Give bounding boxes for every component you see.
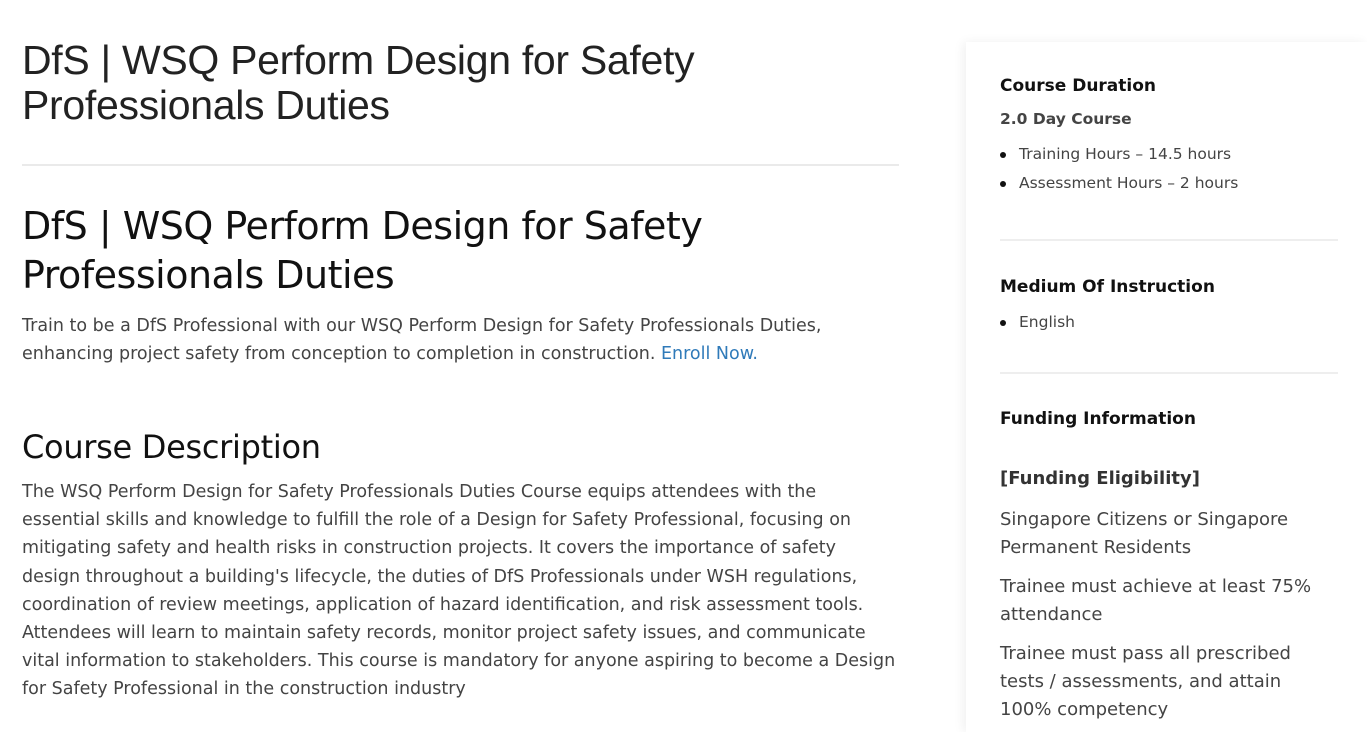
funding-information-section <box>1000 407 1338 724</box>
intro-text: Train to be a DfS Professional with our WSQ Perform Design for Safety Professionals Duties, enhancing project safety from conception to completion in construction. <box>22 316 822 364</box>
course-info-sidebar <box>966 42 1367 732</box>
course-description-text: The WSQ Perform Design for Safety Professionals Duties Course equips attendees with the essential skills and knowledge to fulfill the role of a Design for Safety Professional, focusing on mitigating safety and health risks in construction projects. It covers the importance of safety design throughout a building's lifecycle, the duties of DfS Professionals under WSH regulations, coordination of review meetings, application of hazard identification, and risk assessment tools. Attendees will learn to maintain safety records, monitor project safety issues, and communicate vital information to stakeholders. This course is mandatory for anyone aspiring to become a Design for Safety Professional in the construction industry <box>22 482 896 700</box>
funding-criterion: Trainee must pass all prescribed tests / assessments, and attain 100% competency <box>1000 643 1291 720</box>
title-divider <box>22 164 899 166</box>
funding-criterion: Trainee must achieve at least 75% attendance <box>1000 576 1312 625</box>
funding-eligibility-label: [Funding Eligibility] <box>1000 468 1200 489</box>
section-divider <box>1000 372 1338 374</box>
course-duration-days: 2.0 Day Course <box>1000 110 1132 128</box>
medium-list <box>1000 308 1338 337</box>
intro-paragraph <box>22 312 899 368</box>
course-heading: DfS | WSQ Perform Design for Safety Professionals Duties <box>22 204 703 297</box>
funding-information-heading: Funding Information <box>1000 409 1196 429</box>
page-title: DfS | WSQ Perform Design for Safety Professionals Duties <box>22 37 695 128</box>
list-item: English <box>1019 308 1338 337</box>
funding-criterion: Singapore Citizens or Singapore Permanent Residents <box>1000 509 1289 558</box>
medium-of-instruction-section <box>1000 275 1338 337</box>
course-duration-heading: Course Duration <box>1000 76 1157 96</box>
medium-of-instruction-heading: Medium Of Instruction <box>1000 277 1215 297</box>
list-item: Assessment Hours – 2 hours <box>1019 169 1338 198</box>
list-item: Training Hours – 14.5 hours <box>1019 140 1338 169</box>
course-duration-section <box>1000 74 1338 198</box>
section-divider <box>1000 239 1338 241</box>
enroll-now-link[interactable]: Enroll Now. <box>660 344 758 364</box>
course-description-heading: Course Description <box>22 428 321 466</box>
duration-hours-list <box>1000 140 1338 198</box>
